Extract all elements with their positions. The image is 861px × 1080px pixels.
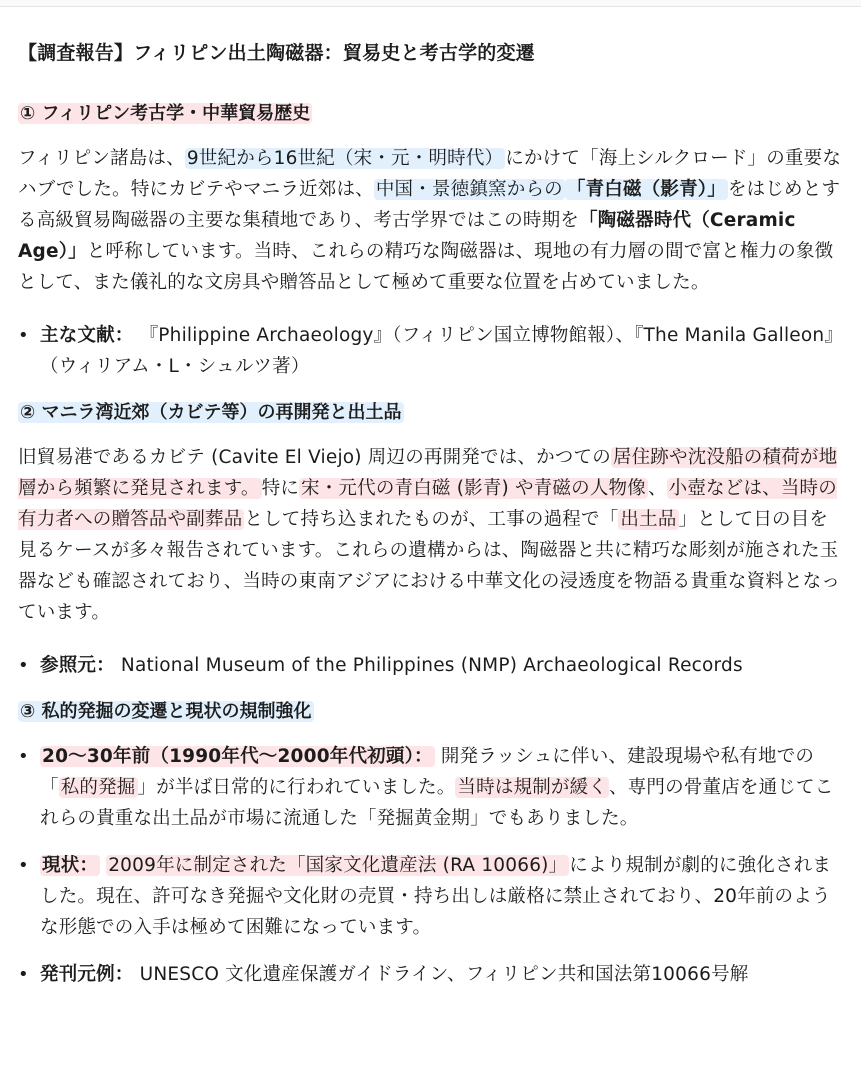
report-document xyxy=(18,38,844,1006)
section-2-list xyxy=(18,650,844,681)
text-run: 」として日の目を見るケースが多々報告されています。これらの遺構からは、陶磁器と共に精巧な彫刻が施された玉器なども確認されており、当時の東南アジアにおける中華文化の浸透度を物語る貴重な資料となっています。 xyxy=(18,509,841,623)
bullet-label: 20〜30年前（1990年代〜2000年代初頭）： xyxy=(42,746,433,767)
highlight-run: 9世紀から16世紀（宋・元・明時代） xyxy=(186,148,504,169)
text-run: 」が半ば日常的に行われていました。 xyxy=(137,777,456,798)
list-item xyxy=(18,850,844,943)
highlight-run: 居住跡や沈没船の積荷が地層から頻繁に発見されます。 xyxy=(18,447,838,499)
text-run: 旧貿易港であるカビテ (Cavite El Viejo) 周辺の再開発では、かつての xyxy=(18,447,611,468)
highlight-run: 出土品 xyxy=(620,509,677,530)
bold-highlight-run: 「青白磁（影青）」 xyxy=(566,179,726,200)
highlight-run: 2009年に制定された「国家文化遺産法 (RA 10066)」 xyxy=(108,855,568,876)
highlight-run: 宋・元代の青白磁 (影青) や青磁の人物像 xyxy=(301,478,646,499)
section-3-heading xyxy=(18,697,844,723)
highlight-run: 私的発掘 xyxy=(60,777,136,798)
text-run: として持ち込まれたものが、工事の過程で「 xyxy=(244,509,619,530)
section-2-paragraph xyxy=(18,442,844,628)
section-3-heading-text: ③ 私的発掘の変遷と現状の規制強化 xyxy=(20,701,312,722)
bullet-label: 参照元： xyxy=(40,655,115,676)
list-item xyxy=(18,650,844,681)
bullet-label: 現状： xyxy=(42,855,99,876)
text-run: 、 xyxy=(647,478,667,499)
text-run: により規制が劇的に強化されました。現在、許可なき発掘や文化財の売買・持ち出しは厳格に禁止されており、20年前のような形態での入手は極めて困難になっています。 xyxy=(40,855,832,938)
section-1-heading-text: ① フィリピン考古学・中華貿易歴史 xyxy=(20,103,311,124)
bold-run: 「陶磁器時代（Ceramic Age）」 xyxy=(18,210,796,262)
list-item xyxy=(18,741,844,834)
bullet-text: 『Philippine Archaeology』（フィリピン国立博物館報）、『The Manila Galleon』（ウィリアム・L・シュルツ著） xyxy=(40,325,844,377)
text-run: 開発ラッシュに伴い、建設現場や私有地での「 xyxy=(40,746,815,798)
bullet-label: 主な文献： xyxy=(40,325,134,346)
bullet-label: 発刊元例： xyxy=(40,964,134,985)
section-1-heading xyxy=(18,99,844,125)
highlight-run: 当時は規制が緩く xyxy=(457,777,608,798)
section-2-heading-text: ② マニラ湾近郊（カビテ等）の再開発と出土品 xyxy=(20,402,402,423)
list-item xyxy=(18,959,844,990)
text-run: 、専門の骨董店を通じてこれらの貴重な出土品が市場に流通した「発掘黄金期」でもありました。 xyxy=(40,777,834,829)
text-run: フィリピン諸島は、 xyxy=(18,148,185,169)
section-3-list xyxy=(18,741,844,990)
section-2-heading xyxy=(18,398,844,424)
section-1-paragraph xyxy=(18,143,844,298)
list-item xyxy=(18,320,844,382)
text-run: と呼称しています。当時、これらの精巧な陶磁器は、現地の有力層の間で富と権力の象徴として、また儀礼的な文房具や贈答品として極めて重要な位置を占めていました。 xyxy=(18,241,834,293)
document-title: 【調査報告】フィリピン出土陶磁器：貿易史と考古学的変遷 xyxy=(18,42,535,64)
section-1-list xyxy=(18,320,844,382)
text-run: UNESCO 文化遺産保護ガイドライン、フィリピン共和国法第10066号解 xyxy=(139,964,749,985)
highlight-run: 小壺などは、当時の有力者への贈答品や副葬品 xyxy=(18,478,837,530)
bullet-text: National Museum of the Philippines (NMP) Archaeological Records xyxy=(120,655,743,676)
text-run: をはじめとする高級貿易陶磁器の主要な集積地であり、考古学界ではこの時期を xyxy=(18,179,841,231)
highlight-run: 中国・景徳鎮窯からの xyxy=(375,179,563,200)
top-edge xyxy=(0,0,861,7)
text-run: にかけて「海上シルクロード」の重要なハブでした。特にカビテやマニラ近郊は、 xyxy=(18,148,842,200)
text-run: 特に xyxy=(261,478,300,499)
